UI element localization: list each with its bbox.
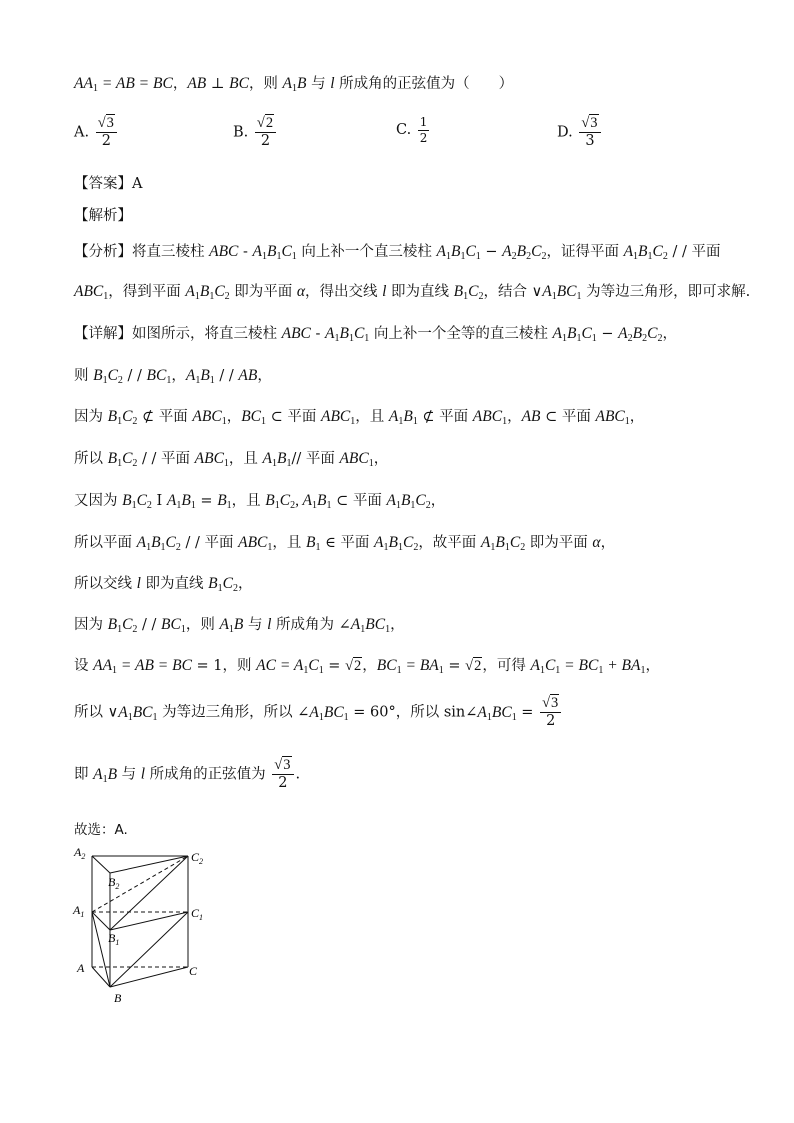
answer-label: 【答案】 [74,176,132,192]
xiangjie-label: 【详解】 [74,326,132,342]
label-c2: $C_2$ [191,850,204,866]
detail-line-7: 所以交线 l 即为直线 $B_1C_2$， [74,575,253,594]
detail-line-11: 即 $A_1B$ 与 l 所成角的正弦值为 $\frac{√3}{2}$ . [74,757,301,792]
detail-line-10: 所以 $\vee A_1BC_1$ 为等边三角形，所以 $\angle A_1BC_1 = 60^\circ$，所以 $\sin\angle A_1BC_1$ = $\frac{√3}{2}$ [74,696,563,729]
analysis-line-2: $ABC_1$，得到平面 $A_1B_1C_2$ 即为平面 α，得出交线 l 即为直线 $B_1C_2$，结合 $\vee A_1BC_1$ 为等边三角形，即可求解. [74,283,751,302]
detail-line-4: 所以 $B_1C_2$ / / 平面 $ABC_1$，且 $A_1B_1//$ 平面 $ABC_1$， [74,450,389,469]
analysis-label: 【解析】 [74,208,132,224]
fenxi-label: 【分析】 [74,244,132,260]
detail-line-5: 又因为 $B_1C_2$ I $A_1B_1 = B_1$，且 $B_1C_2$, $A_1B_1$ ⊂ 平面 $A_1B_1C_2$， [74,492,446,511]
answer-line [74,172,142,193]
label-a: A [77,961,85,975]
option-d: D. $\frac{√3}{3}$ [557,116,603,149]
label-c: C [189,964,198,978]
option-b: B. $\frac{√2}{2}$ [233,116,278,149]
label-a2: $A_2$ [74,845,86,861]
analysis-line-1: 【分析】将直三棱柱 ABC - $A_1B_1C_1$ 向上补一个直三棱柱 $A_1B_1C_1 - A_2B_2C_2$，证得平面 $A_1B_1C_2$ / / 平面 [74,243,721,262]
option-c: C. $\frac{1}{2}$ [396,115,428,145]
label-a1: $A_1$ [73,903,85,919]
prism-figure [70,842,220,1004]
detail-line-6: 所以平面 $A_1B_1C_2$ / / 平面 $ABC_1$，且 $B_1$ ∈ 平面 $A_1B_1C_2$，故平面 $A_1B_1C_2$ 即为平面 α， [74,534,616,553]
detail-line-1: 【详解】如图所示，将直三棱柱 ABC - $A_1B_1C_1$ 向上补一个全等的直三棱柱 $A_1B_1C_1 - A_2B_2C_2$， [74,325,677,344]
answer-value: A [132,176,143,192]
label-b: B [114,991,122,1004]
label-b2: $B_2$ [108,875,120,891]
label-c1: $C_1$ [191,906,204,922]
detail-line-9: 设 $AA_1$ = AB = BC = 1，则 AC = $A_1C_1 = √2$，$BC_1 = BA_1 = √2$，可得 $A_1C_1 = BC_1 + BA_1$， [74,657,660,676]
option-a: A. $\frac{√3}{2}$ [74,116,119,149]
detail-line-3: 因为 $B_1C_2$ ⊄ 平面 $ABC_1$，$BC_1$ ⊂ 平面 $ABC_1$，且 $A_1B_1$ ⊄ 平面 $ABC_1$，AB ⊂ 平面 $ABC_1$， [74,408,645,427]
label-b1: $B_1$ [108,931,120,947]
question-intro: 所成角的正弦值为（ ） [339,76,514,92]
conclusion: 故选：A. [74,822,128,838]
detail-line-2: 则 $B_1C_2$ / / $BC_1$，$A_1B_1$ / / AB， [74,367,272,386]
detail-line-8: 因为 $B_1C_2$ / / $BC_1$，则 $A_1B$ 与 l 所成角为 $\angle A_1BC_1$， [74,616,405,635]
question-stem: $AA_1$ = AB = BC，AB ⊥ BC，则 $A_1B$ 与 l 所成角的正弦值为（ ） [74,75,514,94]
